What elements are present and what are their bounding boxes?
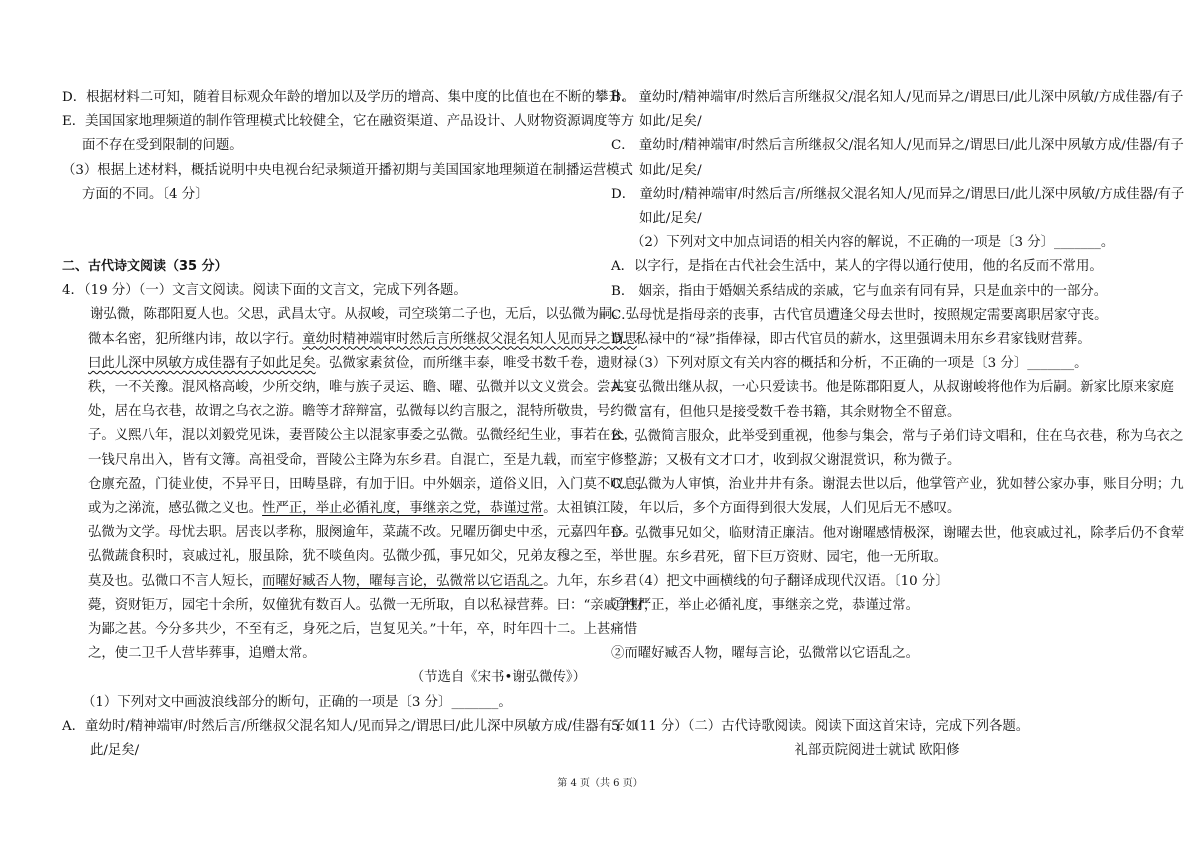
text-span: 或为之涕流，感弘微之义也。 <box>88 501 263 517</box>
text-line: 如此/足矣/ <box>639 211 702 227</box>
left-column <box>62 86 658 763</box>
text-line: 面不存在受到限制的问题。 <box>82 138 243 154</box>
text-line: E．美国国家地理频道的制作管理模式比较健全，它在融资渠道、产品设计、人财物资源调度等方 <box>62 114 635 130</box>
text-line: ①性严正，举止必循礼度，事继亲之党，恭谨过常。 <box>611 598 919 614</box>
text-line: C．弘微为人审慎，治业井井有条。谢混去世以后，他掌管产业，犹如替公家办事，账目分明；九 <box>611 477 1184 493</box>
text-line: 一钱尺帛出入，皆有文簿。高祖受命，晋陵公主降为东乡君。自混亡，至是九载，而室宇修整， <box>88 452 651 468</box>
text-line <box>62 497 638 521</box>
text-line: （2）下列对文中加点词语的相关内容的解说，不正确的一项是〔3 分〕_______。 <box>631 235 1115 251</box>
text-line <box>62 352 638 376</box>
blank-line <box>611 691 1143 715</box>
text-line: A．以字行，是指在古代社会生活中，某人的字得以通行使用，他的名反而不常用。 <box>611 259 1103 275</box>
text-line: 富有，但他只是接受数千卷书籍，其余财物全不留意。 <box>639 404 961 420</box>
text-line: 腥。东乡君死，留下巨万资财、园宅，他一无所取。 <box>639 549 947 565</box>
text-line: D．私禄中的“禄”指俸禄，即古代官员的薪水，这里强调未用东乡君家钱财营葬。 <box>611 332 1091 348</box>
underlined-text: 而曜好臧否人物，曜每言论，弘微常以它语乱之 <box>262 573 544 589</box>
text-line: B． 姻亲，指由于婚姻关系结成的亲戚，它与血亲有同有异，只是血亲中的一部分。 <box>611 283 1108 299</box>
text-line: （节选自《宋书•谢弘微传》） <box>410 670 586 686</box>
text-line: 5．（11 分）（二）古代诗歌阅读。阅读下面这首宋诗，完成下列各题。 <box>611 718 1030 734</box>
text-span: 。弘微家素贫俭，而所继丰泰，唯受书数千卷，遗财禄 <box>315 355 638 371</box>
text-line: ②而曜好臧否人物，曜每言论，弘微常以它语乱之。 <box>611 646 919 662</box>
blank-line <box>62 231 592 255</box>
text-line: 如此/足矣/ <box>639 162 702 178</box>
text-line: 子。义熙八年，混以刘毅党见诛，妻晋陵公主以混家事委之弘微。弘微经纪生业，事若在公， <box>88 428 638 444</box>
text-line: 4．（19 分）（一）文言文阅读。阅读下面的文言文，完成下列各题。 <box>62 283 467 299</box>
text-line: 仓廪充盈，门徒业使，不异平日，田畴垦辟，有加于旧。中外姻亲，道俗义旧，入门莫不叹息， <box>88 476 651 492</box>
text-line: （3）下列对原文有关内容的概括和分析，不正确的一项是〔3 分〕_______。 <box>631 356 1088 372</box>
text-line: 弘微为文学。母忧去职。居丧以孝称，服阕逾年，菜蔬不改。兄曜历御史中丞，元嘉四年卒。 <box>88 525 638 541</box>
text-span: 微本名密，犯所继内讳，故以字行。 <box>88 331 303 347</box>
text-line: D．弘微事兄如父，临财清正廉洁。他对谢曜感情极深，谢曜去世，他哀戚过礼，除孝后仍不食荤 <box>611 525 1185 541</box>
text-line: （1）下列对文中画波浪线部分的断句，正确的一项是〔3 分〕_______。 <box>82 694 512 710</box>
text-line: 礼部贡院阅进士就试 欧阳修 <box>794 742 960 758</box>
underlined-text: 童幼时精神端审时然后言所继叔父混名知人见而异之谓思 <box>302 331 638 347</box>
text-line: （4）把文中画横线的句子翻译成现代汉语。〔10 分〕 <box>631 574 949 590</box>
text-span: 。太祖镇江陵， <box>543 501 638 517</box>
text-line: 谢弘微，陈郡阳夏人也。父思，武昌太守。从叔峻，司空琰第二子也，无后，以弘微为嗣。弘 <box>90 307 640 323</box>
text-line: 为鄙之甚。今分多共少，不至有乏，身死之后，岂复见关。”十年，卒，时年四十二。上甚痛惜 <box>88 622 638 638</box>
text-line: D．根据材料二可知，随着目标观众年龄的增加以及学历的增高、集中度的比值也在不断的攀升。 <box>62 90 636 105</box>
blank-line <box>62 207 592 231</box>
text-line: 秩，一不关豫。混风格高峻，少所交纳，唯与族子灵运、瞻、曜、弘微并以文义赏会。尝共宴 <box>88 380 638 396</box>
text-line: A． 弘微出继从叔，一心只爱读书。他是陈郡阳夏人，从叔谢峻将他作为后嗣。新家比原来家庭 <box>611 380 1174 396</box>
text-line <box>62 570 638 594</box>
text-line: 如此/足矣/ <box>639 114 702 130</box>
text-span: 莫及也。弘微口不言人短长， <box>88 573 263 589</box>
text-line: 方面的不同。〔4 分〕 <box>82 186 209 202</box>
text-line: 年以后，多个方面得到很大发展，人们见后无不感叹。 <box>639 501 961 517</box>
text-line: 二、古代诗文阅读（35 分） <box>62 259 228 275</box>
page-footer: 第 4 页（共 6 页） <box>557 778 643 789</box>
text-line: 之，使二卫千人营毕葬事，追赠太常。 <box>88 646 316 662</box>
text-line: B． 童幼时/精神端审/时然后言所继叔父/混名知人/见而异之/谓思曰/此儿深中夙敏/方成佳器/有子 <box>611 90 1184 105</box>
text-line <box>62 328 638 352</box>
text-span: 。九年，东乡君 <box>543 573 638 589</box>
text-line: （3）根据上述材料，概括说明中央电视台纪录频道开播初期与美国国家地理频道在制播运营模式 <box>62 162 633 178</box>
text-line: B．弘微简言服众，此举受到重视，他参与集会，常与子弟们诗文唱和，住在乌衣巷，称为乌衣之 <box>611 428 1184 444</box>
text-line: 游；又极有文才口才，收到叔父谢混赏识，称为微子。 <box>639 453 961 469</box>
text-line: D． 童幼时/精神端审/时然后言/所继叔父混名知人/见而异之/谓思曰/此儿深中夙敏/方成佳器/有子 <box>611 186 1185 202</box>
text-line: 弘微蔬食积时，哀戚过礼，服虽除，犹不啖鱼肉。弘微少孤，事兄如父，兄弟友穆之至，举世 <box>88 549 638 565</box>
text-line: A．童幼时/精神端审/时然后言/所继叔父混名知人/见而异之/谓思曰/此儿深中夙敏方成/佳器有子如 <box>62 718 639 734</box>
underlined-text: 曰此儿深中夙敏方成佳器有子如此足矣 <box>88 355 316 371</box>
blank-line <box>611 618 1143 642</box>
text-line: 处，居在乌衣巷，故谓之乌衣之游。瞻等才辞辩富，弘微每以约言服之，混特所敬贵，号约微 <box>88 404 638 420</box>
right-column <box>611 86 1185 763</box>
text-line: C． 童幼时/精神端审/时然后言所继叔父/混名知人/见而异之/谓思曰/此儿深中夙敏方成/佳器/有子 <box>611 138 1184 154</box>
text-line: 薨，资财钜万，园宅十余所，奴僮犹有数百人。弘微一无所取，自以私禄营葬。曰：“亲戚争财， <box>88 597 658 613</box>
underlined-text: 性严正，举止必循礼度，事继亲之党，恭谨过常 <box>262 501 544 517</box>
text-line: 此/足矣/ <box>90 743 140 759</box>
text-line: C． 母忧是指母亲的丧事，古代官员遭逢父母去世时，按照规定需要离职居家守丧。 <box>611 307 1108 323</box>
blank-line <box>611 667 1143 691</box>
